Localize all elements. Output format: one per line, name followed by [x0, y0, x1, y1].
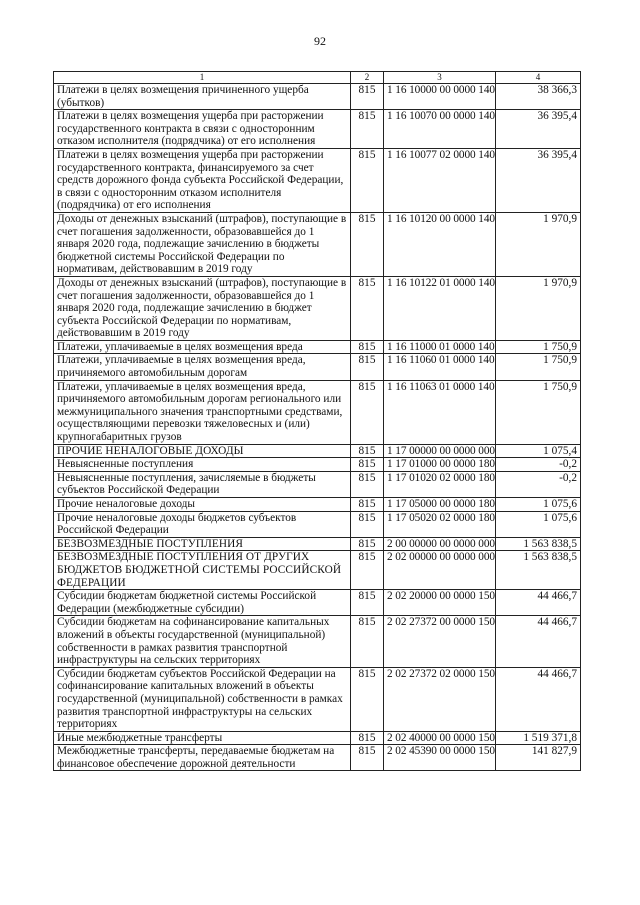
- row-name-cell: Платежи, уплачиваемые в целях возмещения вреда: [54, 340, 351, 354]
- table-row: [54, 380, 581, 444]
- column-header-name: 1: [54, 72, 351, 84]
- row-name-cell: Межбюджетные трансферты, передаваемые бюджетам на финансовое обеспечение дорожной деятельности: [54, 745, 351, 771]
- table-row: [54, 471, 581, 497]
- row-admin-code-cell: 815: [351, 537, 384, 551]
- row-name-cell: Прочие неналоговые доходы: [54, 498, 351, 512]
- row-admin-code-cell: 815: [351, 616, 384, 667]
- row-name-cell: Платежи в целях возмещения ущерба при расторжении государственного контракта в связи с односторонним отказом исполнителя (подрядчика) от его исполнения: [54, 110, 351, 149]
- table-row: [54, 537, 581, 551]
- row-sum-cell: 1 075,6: [496, 511, 581, 537]
- row-sum-cell: 1 970,9: [496, 212, 581, 276]
- row-classification-code-cell: 2 02 27372 02 0000 150: [384, 667, 496, 731]
- row-name-cell: Доходы от денежных взысканий (штрафов), поступающие в счет погашения задолженности, образовавшейся до 1 января 2020 года, подлежащие зачислению в бюджеты бюджетной системы Российской Федерации по нормативам, действовавшим в 2019 году: [54, 212, 351, 276]
- row-classification-code-cell: 1 16 10122 01 0000 140: [384, 276, 496, 340]
- table-row: [54, 444, 581, 458]
- column-header-sum: 4: [496, 72, 581, 84]
- row-classification-code-cell: 2 02 00000 00 0000 000: [384, 551, 496, 590]
- row-admin-code-cell: 815: [351, 110, 384, 149]
- row-name-cell: Иные межбюджетные трансферты: [54, 731, 351, 745]
- row-sum-cell: 1 750,9: [496, 354, 581, 380]
- row-sum-cell: -0,2: [496, 471, 581, 497]
- row-name-cell: Прочие неналоговые доходы бюджетов субъектов Российской Федерации: [54, 511, 351, 537]
- table-row: [54, 498, 581, 512]
- page-number: 92: [314, 34, 326, 48]
- row-admin-code-cell: 815: [351, 498, 384, 512]
- row-sum-cell: 36 395,4: [496, 148, 581, 212]
- table-row: [54, 458, 581, 472]
- table-row: [54, 551, 581, 590]
- row-name-cell: БЕЗВОЗМЕЗДНЫЕ ПОСТУПЛЕНИЯ: [54, 537, 351, 551]
- row-admin-code-cell: 815: [351, 667, 384, 731]
- row-name-cell: Субсидии бюджетам субъектов Российской Федерации на софинансирование капитальных вложений в объекты государственной (муниципальной) собственности в рамках развития транспортной инфраструктуры на сельских территориях: [54, 667, 351, 731]
- row-classification-code-cell: 1 16 10070 00 0000 140: [384, 110, 496, 149]
- row-sum-cell: 44 466,7: [496, 616, 581, 667]
- row-admin-code-cell: 815: [351, 458, 384, 472]
- row-name-cell: Субсидии бюджетам бюджетной системы Российской Федерации (межбюджетные субсидии): [54, 590, 351, 616]
- row-classification-code-cell: 1 16 10120 00 0000 140: [384, 212, 496, 276]
- table-body: [54, 84, 581, 771]
- row-classification-code-cell: 1 16 11060 01 0000 140: [384, 354, 496, 380]
- row-classification-code-cell: 2 02 20000 00 0000 150: [384, 590, 496, 616]
- row-classification-code-cell: 1 16 10077 02 0000 140: [384, 148, 496, 212]
- row-sum-cell: 1 750,9: [496, 340, 581, 354]
- column-header-admin: 2: [351, 72, 384, 84]
- table-row: [54, 148, 581, 212]
- row-classification-code-cell: 1 16 11000 01 0000 140: [384, 340, 496, 354]
- table-row: [54, 511, 581, 537]
- table-row: [54, 340, 581, 354]
- row-admin-code-cell: 815: [351, 511, 384, 537]
- row-sum-cell: 1 075,6: [496, 498, 581, 512]
- row-name-cell: Доходы от денежных взысканий (штрафов), поступающие в счет погашения задолженности, образовавшейся до 1 января 2020 года, подлежащие зачислению в бюджет субъекта Российской Федерации по нормативам, действовавшим в 2019 году: [54, 276, 351, 340]
- row-admin-code-cell: 815: [351, 731, 384, 745]
- row-classification-code-cell: 1 16 11063 01 0000 140: [384, 380, 496, 444]
- row-sum-cell: 44 466,7: [496, 667, 581, 731]
- row-classification-code-cell: 1 16 10000 00 0000 140: [384, 84, 496, 110]
- row-admin-code-cell: 815: [351, 444, 384, 458]
- row-sum-cell: 36 395,4: [496, 110, 581, 149]
- row-sum-cell: 38 366,3: [496, 84, 581, 110]
- row-name-cell: Платежи, уплачиваемые в целях возмещения вреда, причиняемого автомобильным дорогам: [54, 354, 351, 380]
- row-classification-code-cell: 1 17 01020 02 0000 180: [384, 471, 496, 497]
- table-row: [54, 276, 581, 340]
- row-admin-code-cell: 815: [351, 380, 384, 444]
- row-classification-code-cell: 2 00 00000 00 0000 000: [384, 537, 496, 551]
- row-admin-code-cell: 815: [351, 471, 384, 497]
- budget-revenue-table: [53, 71, 581, 771]
- table-row: [54, 354, 581, 380]
- table-row: [54, 731, 581, 745]
- row-admin-code-cell: 815: [351, 340, 384, 354]
- row-sum-cell: 44 466,7: [496, 590, 581, 616]
- row-admin-code-cell: 815: [351, 354, 384, 380]
- row-sum-cell: 1 563 838,5: [496, 537, 581, 551]
- row-admin-code-cell: 815: [351, 745, 384, 771]
- table-row: [54, 616, 581, 667]
- row-name-cell: Субсидии бюджетам на софинансирование капитальных вложений в объекты государственной (муниципальной) собственности в рамках развития транспортной инфраструктуры на сельских территориях: [54, 616, 351, 667]
- row-classification-code-cell: 1 17 00000 00 0000 000: [384, 444, 496, 458]
- table-header-row: [54, 72, 581, 84]
- table-row: [54, 745, 581, 771]
- table-row: [54, 590, 581, 616]
- row-classification-code-cell: 2 02 45390 00 0000 150: [384, 745, 496, 771]
- table-row: [54, 84, 581, 110]
- row-admin-code-cell: 815: [351, 551, 384, 590]
- row-name-cell: ПРОЧИЕ НЕНАЛОГОВЫЕ ДОХОДЫ: [54, 444, 351, 458]
- row-sum-cell: 1 750,9: [496, 380, 581, 444]
- table-row: [54, 667, 581, 731]
- row-sum-cell: 1 563 838,5: [496, 551, 581, 590]
- row-admin-code-cell: 815: [351, 276, 384, 340]
- row-admin-code-cell: 815: [351, 212, 384, 276]
- row-classification-code-cell: 1 17 05000 00 0000 180: [384, 498, 496, 512]
- row-admin-code-cell: 815: [351, 590, 384, 616]
- row-sum-cell: 1 970,9: [496, 276, 581, 340]
- row-classification-code-cell: 2 02 40000 00 0000 150: [384, 731, 496, 745]
- row-admin-code-cell: 815: [351, 148, 384, 212]
- row-sum-cell: 141 827,9: [496, 745, 581, 771]
- row-name-cell: Платежи в целях возмещения причиненного ущерба (убытков): [54, 84, 351, 110]
- row-classification-code-cell: 1 17 01000 00 0000 180: [384, 458, 496, 472]
- row-name-cell: Платежи в целях возмещения ущерба при расторжении государственного контракта, финансируемого за счет средств дорожного фонда субъекта Российской Федерации, в связи с односторонним отказом исполнителя (подрядчика) от его исполнения: [54, 148, 351, 212]
- row-classification-code-cell: 1 17 05020 02 0000 180: [384, 511, 496, 537]
- row-name-cell: Невыясненные поступления, зачисляемые в бюджеты субъектов Российской Федерации: [54, 471, 351, 497]
- row-admin-code-cell: 815: [351, 84, 384, 110]
- table-row: [54, 110, 581, 149]
- row-classification-code-cell: 2 02 27372 00 0000 150: [384, 616, 496, 667]
- row-sum-cell: 1 519 371,8: [496, 731, 581, 745]
- row-name-cell: Невыясненные поступления: [54, 458, 351, 472]
- row-sum-cell: 1 075,4: [496, 444, 581, 458]
- table-row: [54, 212, 581, 276]
- row-name-cell: Платежи, уплачиваемые в целях возмещения вреда, причиняемого автомобильным дорогам регионального или межмуниципального значения транспортными средствами, осуществляющими перевозки тяжеловесных и (или) крупногабаритных грузов: [54, 380, 351, 444]
- column-header-code: 3: [384, 72, 496, 84]
- row-name-cell: БЕЗВОЗМЕЗДНЫЕ ПОСТУПЛЕНИЯ ОТ ДРУГИХ БЮДЖЕТОВ БЮДЖЕТНОЙ СИСТЕМЫ РОССИЙСКОЙ ФЕДЕРАЦИИ: [54, 551, 351, 590]
- row-sum-cell: -0,2: [496, 458, 581, 472]
